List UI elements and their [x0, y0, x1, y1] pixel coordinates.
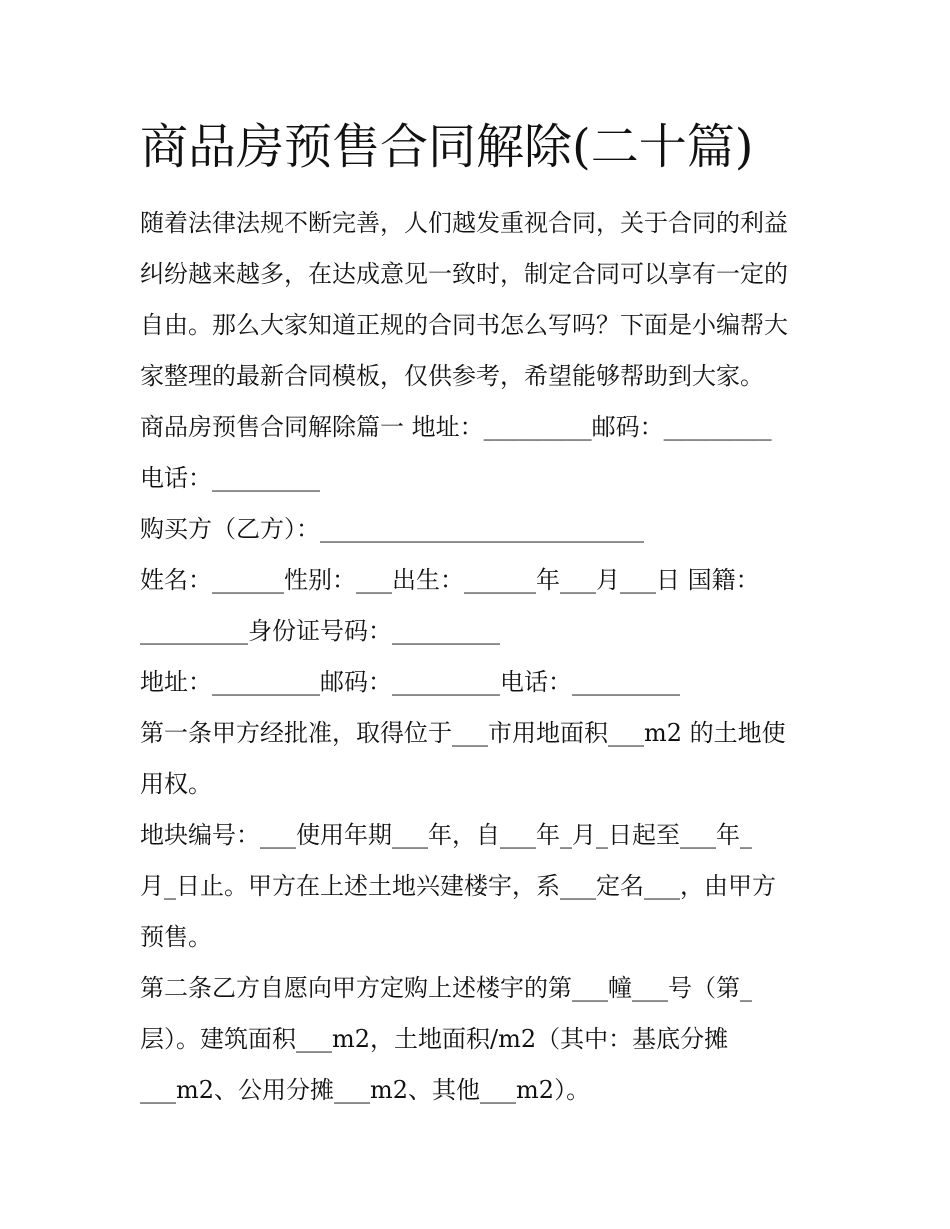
body-line: 商品房预售合同解除篇一 地址：_________邮码：_________ — [140, 413, 772, 441]
body-line: 自由。那么大家知道正规的合同书怎么写吗？下面是小编帮大 — [140, 311, 788, 339]
body-line: 月_日止。甲方在上述土地兴建楼宇，系___定名___，由甲方 — [140, 872, 776, 900]
body-line: 用权。 — [140, 770, 212, 798]
body-line: 层）。建筑面积___m2，土地面积/m2（其中：基底分摊 — [140, 1025, 729, 1053]
body-line: 家整理的最新合同模板，仅供参考，希望能够帮助到大家。 — [140, 362, 764, 390]
body-line: 第二条乙方自愿向甲方定购上述楼宇的第___幢___号（第_ — [140, 974, 752, 1002]
body-line: 姓名：______性别：___出生：______年___月___日 国籍： — [140, 566, 760, 594]
body-line: 随着法律法规不断完善，人们越发重视合同，关于合同的利益 — [140, 209, 788, 237]
body-line: 地块编号：___使用年期___年，自___年_月_日起至___年_ — [140, 821, 752, 849]
document-title: 商品房预售合同解除(二十篇) — [140, 119, 754, 175]
body-line: 地址：_________邮码：_________电话：_________ — [140, 668, 680, 696]
body-line: 电话：_________ — [140, 464, 320, 492]
body-line: _________身份证号码：_________ — [140, 617, 500, 645]
body-line: 第一条甲方经批准，取得位于___市用地面积___m2 的土地使 — [140, 719, 786, 747]
body-line: ___m2、公用分摊___m2、其他___m2）。 — [140, 1076, 591, 1104]
body-line: 购买方（乙方）：___________________________ — [140, 515, 644, 543]
document-body — [140, 198, 830, 1116]
body-line: 预售。 — [140, 923, 212, 951]
body-line: 纠纷越来越多，在达成意见一致时，制定合同可以享有一定的 — [140, 260, 788, 288]
